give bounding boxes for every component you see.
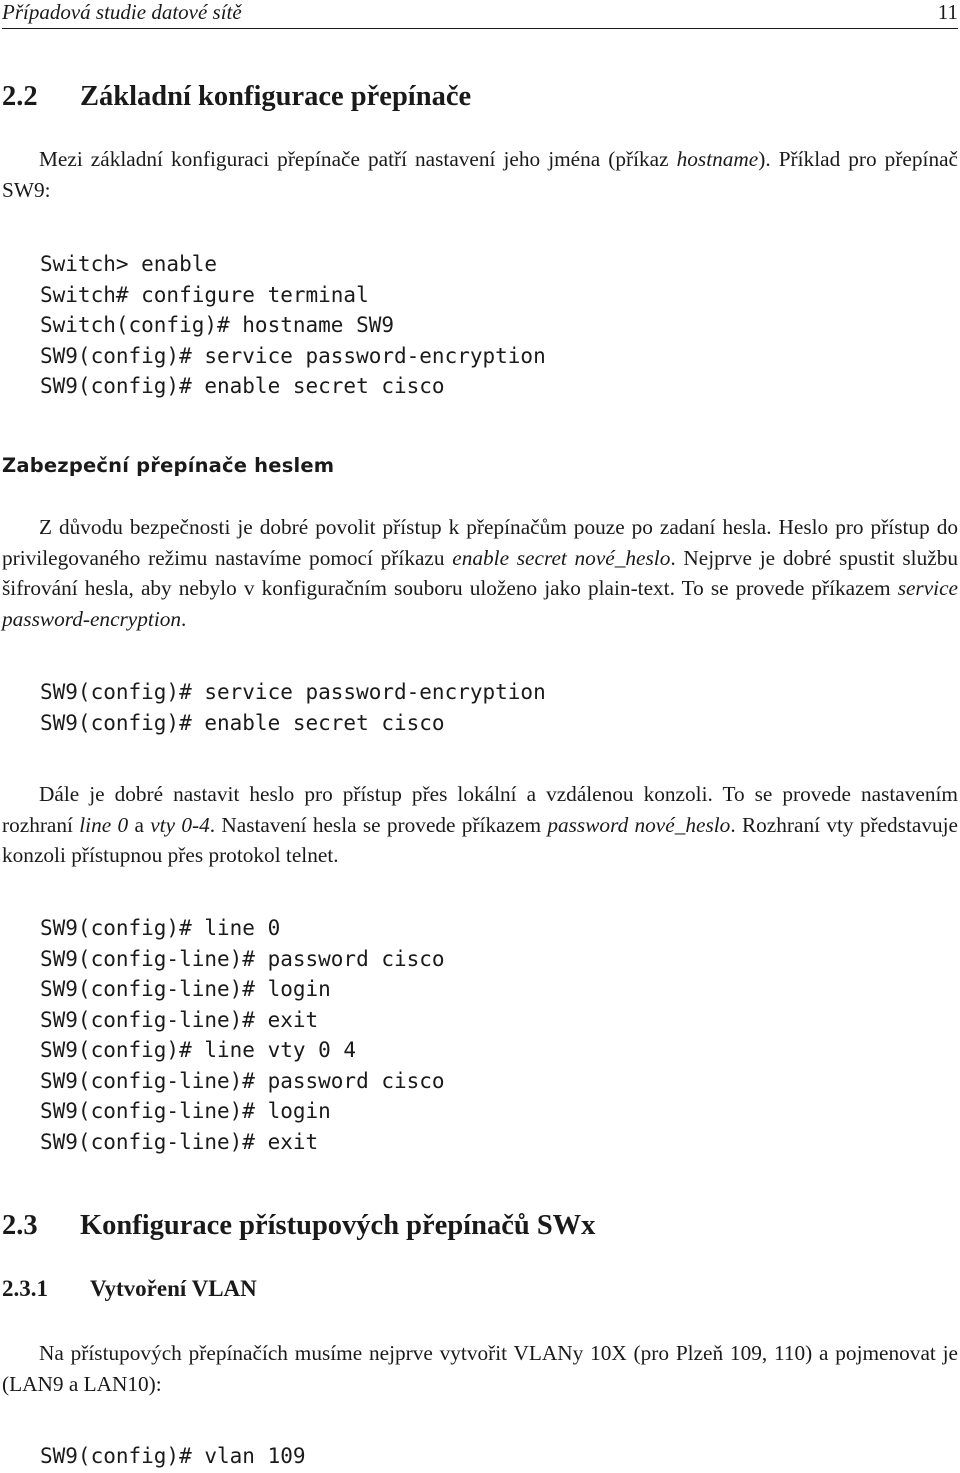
code-line: SW9(config)# service password-encryption	[40, 343, 546, 368]
security-paragraph	[2, 512, 958, 634]
page-number: 11	[937, 0, 958, 24]
code-line: SW9(config)# line 0	[40, 916, 281, 940]
intro-text-1: Mezi základní konfiguraci přepínače patří nastavení jeho jména (příkaz	[39, 147, 677, 171]
section-number: 2.3	[2, 1210, 38, 1241]
security-text-2: . Nejprve je dobré spustit službu šifrování hesla, aby nebylo v konfiguračním souboru uloženo jako plain-text. To se provede příkazem	[2, 545, 958, 601]
running-header-title: Případová studie datové sítě	[2, 0, 242, 24]
code-block-hostname	[40, 249, 546, 402]
code-line: SW9(config-line)# exit	[40, 1129, 319, 1154]
section-heading-2-2	[2, 80, 471, 114]
security-text-1: Z důvodu bezpečnosti je dobré povolit přístup k přepínačům pouze po zadaní hesla. Heslo pro přístup do privilegovaného režimu nastavíme pomocí příkazu	[2, 515, 958, 570]
enable-secret-command: enable secret nové_heslo	[452, 545, 671, 570]
section-number: 2.2	[2, 81, 38, 112]
subsection-heading-2-3-1	[2, 1275, 257, 1303]
code-line: Switch# configure terminal	[40, 282, 369, 307]
code-line: SW9(config-line)# password cisco	[40, 946, 445, 971]
code-line: SW9(config-line)# login	[40, 977, 331, 1001]
subsection-number: 2.3.1	[2, 1276, 48, 1301]
paragraph-heading-security: Zabezpeční přepínače heslem	[2, 454, 335, 477]
line-0-command: line 0	[79, 812, 129, 837]
intro-text-2: ). Příklad pro přepínač SW9:	[2, 147, 958, 202]
code-line: SW9(config)# enable secret cisco	[40, 374, 445, 398]
section-title: Konfigurace přístupových přepínačů SWx	[80, 1210, 596, 1241]
hostname-command: hostname	[676, 147, 759, 171]
code-block-encryption	[40, 677, 546, 738]
vty-command: vty 0-4	[150, 812, 210, 837]
console-text-1: Dále je dobré nastavit heslo pro přístup přes lokální a vzdálenou konzoli. To se provede nastavením rozhraní	[2, 782, 958, 837]
running-header	[2, 0, 958, 29]
section-title: Základní konfigurace přepínače	[80, 81, 472, 112]
code-line: Switch(config)# hostname SW9	[40, 313, 395, 337]
code-line: SW9(config-line)# exit	[40, 1007, 319, 1032]
console-text-4: . Rozhraní vty představuje konzoli přístupnou přes protokol telnet.	[2, 812, 958, 868]
intro-paragraph	[2, 144, 958, 205]
section-heading-2-3	[2, 1209, 595, 1243]
subsection-title: Vytvoření VLAN	[90, 1276, 257, 1301]
code-block-line-config	[40, 913, 445, 1157]
code-line: SW9(config)# line vty 0 4	[40, 1038, 357, 1062]
code-block-vlan	[40, 1441, 306, 1472]
console-paragraph	[2, 779, 958, 871]
console-text-2: a	[128, 812, 151, 837]
code-line: SW9(config)# vlan 109	[40, 1444, 306, 1468]
code-line: SW9(config-line)# password cisco	[40, 1068, 445, 1093]
code-line: SW9(config)# service password-encryption	[40, 680, 546, 704]
console-text-3: . Nastavení hesla se provede příkazem	[209, 812, 548, 837]
security-text-3: .	[181, 606, 187, 631]
vlan-text: Na přístupových přepínačích musíme nejprve vytvořit VLANy 10X (pro Plzeň 109, 110) a pojmenovat je (LAN9 a LAN10):	[2, 1341, 958, 1396]
code-line: Switch> enable	[40, 252, 218, 276]
service-encryption-command: service password-encryption	[2, 576, 958, 631]
password-command: password nové_heslo	[547, 812, 731, 837]
code-line: SW9(config-line)# login	[40, 1099, 331, 1123]
vlan-paragraph	[2, 1338, 958, 1399]
code-line: SW9(config)# enable secret cisco	[40, 710, 445, 735]
